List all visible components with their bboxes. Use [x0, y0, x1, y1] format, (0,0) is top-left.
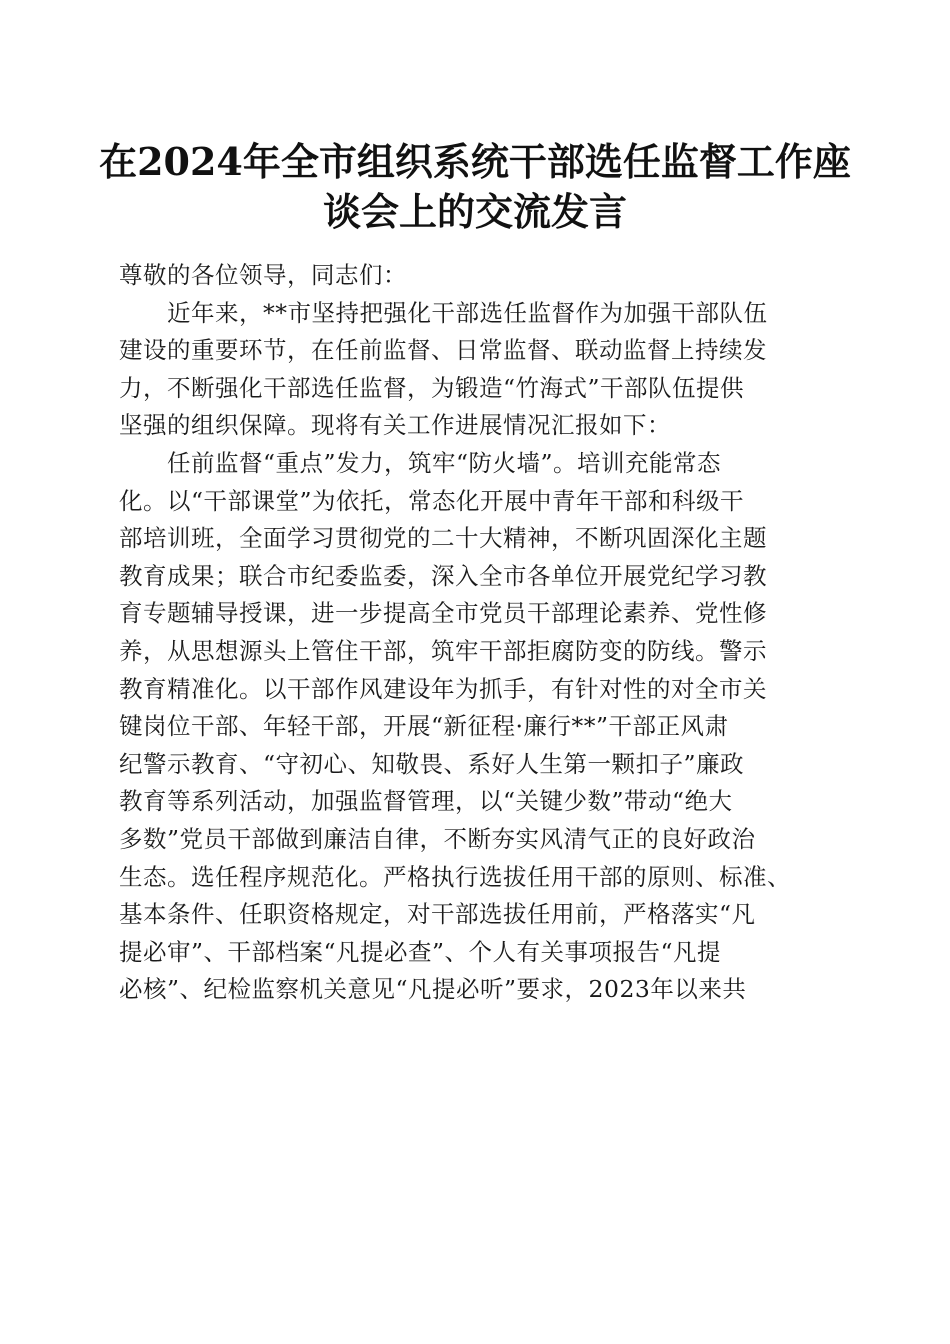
salutation: 尊敬的各位领导，同志们： — [119, 261, 407, 289]
paragraph-2-line: 教育精准化。以干部作风建设年为抓手，有针对性的对全市关 — [119, 674, 767, 703]
paragraph-2-line: 生态。选任程序规范化。严格执行选拔任用干部的原则、标准、 — [119, 862, 791, 891]
paragraph-2-line: 提必审”、干部档案“凡提必查”、个人有关事项报告“凡提 — [119, 937, 722, 966]
document-body — [119, 257, 839, 1009]
paragraph-2-line: 任前监督“重点”发力，筑牢“防火墙”。培训充能常态 — [167, 448, 722, 477]
paragraph-1-line: 坚强的组织保障。现将有关工作进展情况汇报如下： — [119, 411, 671, 440]
paragraph-2-line: 育专题辅导授课，进一步提高全市党员干部理论素养、党性修 — [119, 599, 767, 628]
paragraph-1-line: 力，不断强化干部选任监督，为锻造“竹海式”干部队伍提供 — [119, 373, 745, 402]
paragraph-2-line: 化。以“干部课堂”为依托，常态化开展中青年干部和科级干 — [119, 486, 745, 515]
paragraph-2-line: 必核”、纪检监察机关意见“凡提必听”要求，2023年以来共 — [119, 975, 747, 1004]
paragraph-2-line: 基本条件、任职资格规定，对干部选拔任用前，严格落实“凡 — [119, 900, 756, 929]
paragraph-2-line: 部培训班，全面学习贯彻党的二十大精神，不断巩固深化主题 — [119, 524, 767, 553]
paragraph-2-line: 多数”党员干部做到廉洁自律，不断夯实风清气正的良好政治 — [119, 824, 756, 853]
title-line-2: 谈会上的交流发言 — [322, 189, 627, 234]
paragraph-2-line: 养，从思想源头上管住干部，筑牢干部拒腐防变的防线。警示 — [119, 636, 767, 665]
paragraph-2-line: 键岗位干部、年轻干部，开展“新征程·廉行**”干部正风肃 — [119, 712, 729, 741]
paragraph-2-line: 教育成果；联合市纪委监委，深入全市各单位开展党纪学习教 — [119, 561, 767, 590]
document-title — [90, 137, 860, 237]
title-line-1: 在2024年全市组织系统干部选任监督工作座 — [99, 139, 851, 184]
paragraph-1-line: 建设的重要环节，在任前监督、日常监督、联动监督上持续发 — [119, 336, 767, 365]
paragraph-2-line: 教育等系列活动，加强监督管理，以“关键少数”带动“绝大 — [119, 787, 733, 816]
paragraph-1-line: 近年来，**市坚持把强化干部选任监督作为加强干部队伍 — [167, 298, 768, 327]
paragraph-2-line: 纪警示教育、“守初心、知敬畏、系好人生第一颗扣子”廉政 — [119, 749, 745, 778]
